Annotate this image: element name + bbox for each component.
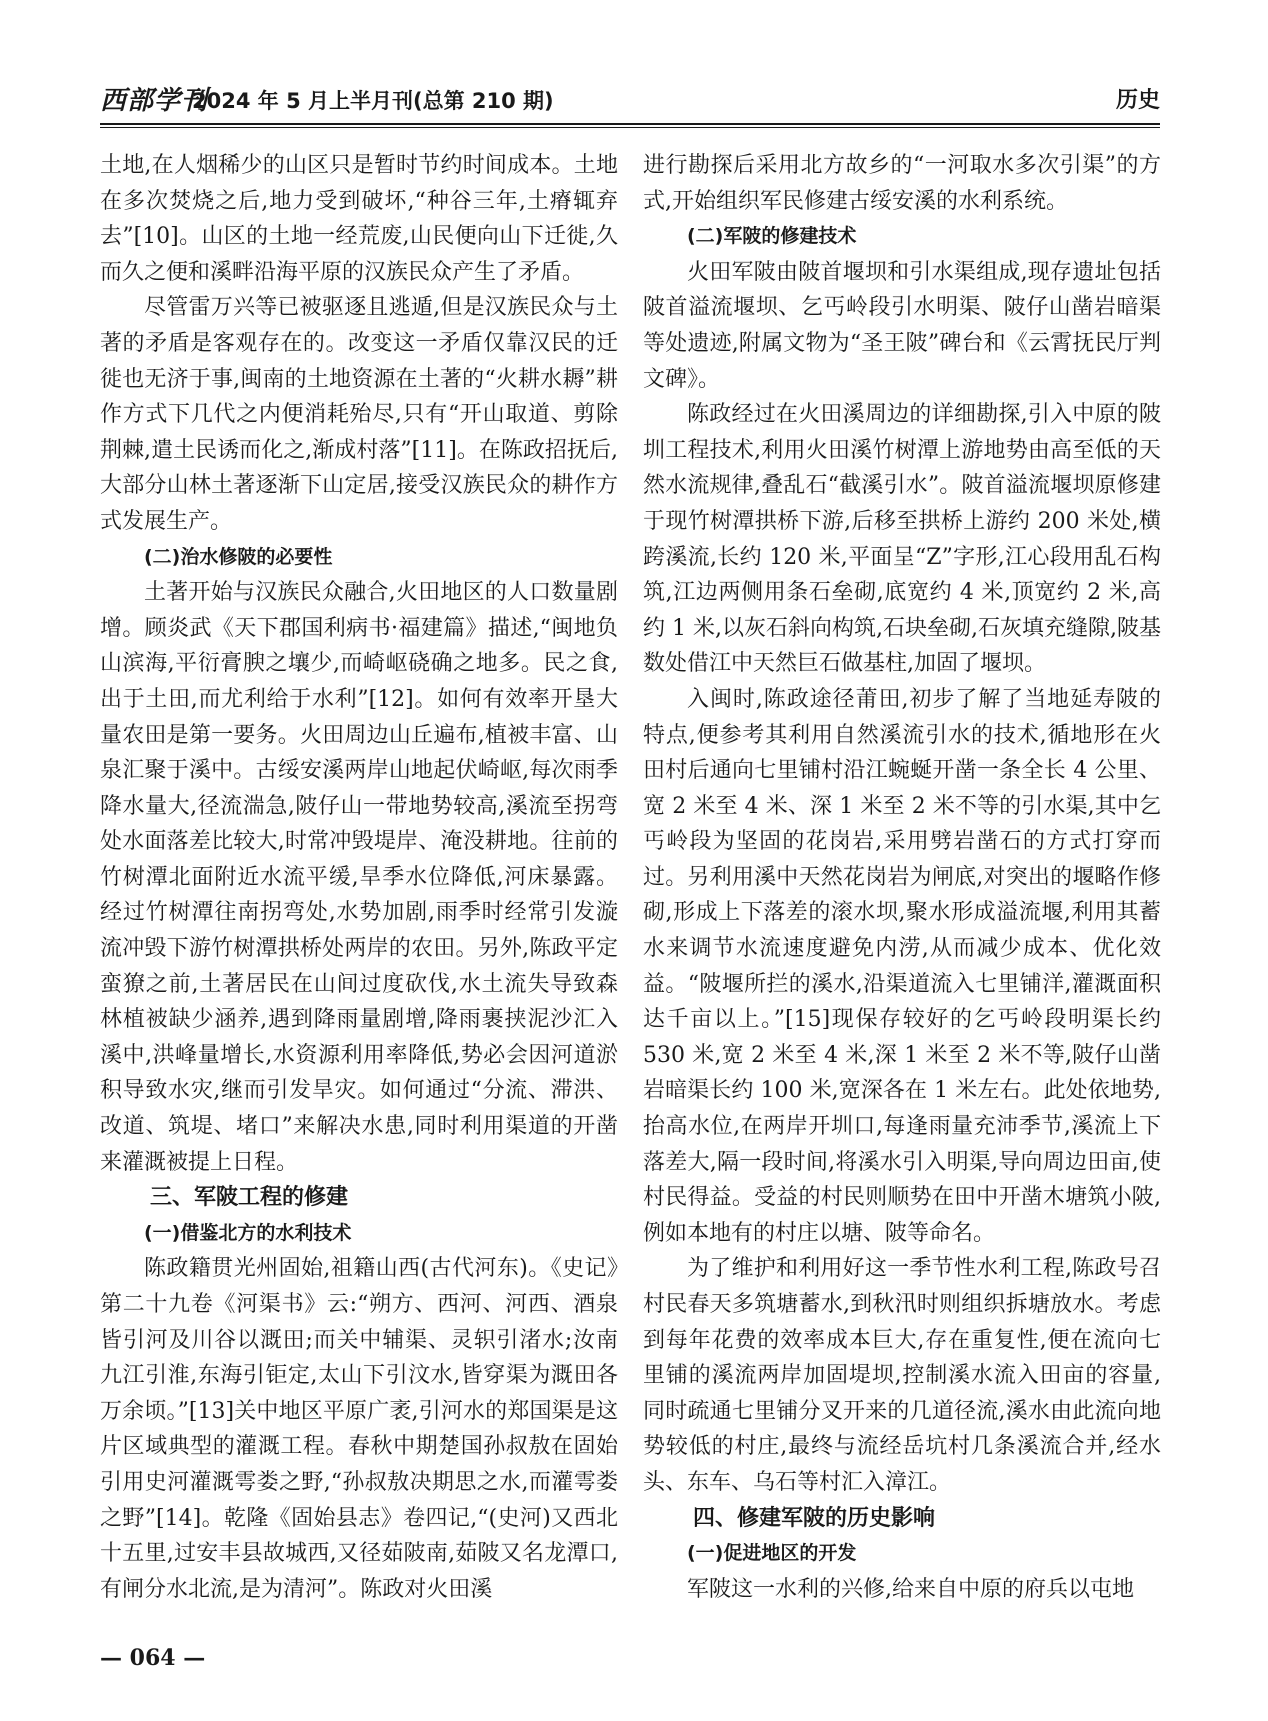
paragraph: 进行勘探后采用北方故乡的“一河取水多次引渠”的方式,开始组织军民修建古绥安溪的水利系统。 bbox=[643, 153, 1161, 214]
right-column bbox=[643, 148, 1161, 1607]
paragraph: 土著开始与汉族民众融合,火田地区的人口数量剧增。顾炎武《天下郡国利病书·福建篇》描述,“闽地负山滨海,平衍膏腴之壤少,而崎岖硗确之地多。民之食,出于土田,而尤利给于水利”[12]。如何有效率开垦大量农田是第一要务。火田周边山丘遍布,植被丰富、山泉汇聚于溪中。古绥安溪两岸山地起伏崎岖,每次雨季降水量大,径流湍急,陂仔山一带地势较高,溪流至拐弯处水面落差比较大,时常冲毁堤岸、淹没耕地。往前的竹树潭北面附近水流平缓,旱季水位降低,河床暴露。经过竹树潭往南拐弯处,水势加剧,雨季时经常引发漩流冲毁下游竹树潭拱桥处两岸的农田。另外,陈政平定蛮獠之前,土著居民在山间过度砍伐,水土流失导致森林植被缺少涵养,遇到降雨量剧增,降雨裹挟泥沙汇入溪中,洪峰量增长,水资源利用率降低,势必会因河道淤积导致水灾,继而引发旱灾。如何通过“分流、滞洪、改道、筑堤、堵口”来解决水患,同时利用渠道的开凿来灌溉被提上日程。 bbox=[100, 580, 618, 1175]
subsection-heading: (二)军陂的修建技术 bbox=[687, 225, 857, 248]
paragraph: 陈政经过在火田溪周边的详细勘探,引入中原的陂圳工程技术,利用火田溪竹树潭上游地势由高至低的天然水流规律,叠乱石“截溪引水”。陂首溢流堰坝原修建于现竹树潭拱桥下游,后移至拱桥上游约 200 米处,横跨溪流,长约 120 米,平面呈“Z”字形,江心段用乱石构筑,江边两侧用条石垒砌,底宽约 4 米,顶宽约 2 米,高约 1 米,以灰石斜向构筑,石块垒砌,石灰填充缝隙,陂基数处借江中天然巨石做基柱,加固了堰坝。 bbox=[643, 402, 1161, 677]
subsection-heading: (一)借鉴北方的水利技术 bbox=[144, 1221, 352, 1244]
paragraph: 为了维护和利用好这一季节性水利工程,陈政号召村民春天多筑塘蓄水,到秋汛时则组织拆塘放水。考虑到每年花费的效率成本巨大,存在重复性,便在流向七里铺的溪流两岸加固堤坝,控制溪水流入田亩的容量,同时疏通七里铺分叉开来的几道径流,溪水由此流向地势较低的村庄,最终与流经岳坑村几条溪流合并,经水头、东车、乌石等村汇入漳江。 bbox=[643, 1256, 1161, 1495]
journal-logo: 西部学刊 bbox=[100, 86, 209, 116]
paragraph: 火田军陂由陂首堰坝和引水渠组成,现存遗址包括陂首溢流堰坝、乞丐岭段引水明渠、陂仔山凿岩暗渠等处遗迹,附属文物为“圣王陂”碑台和《云霄抚民厅判文碑》。 bbox=[643, 259, 1161, 392]
left-column bbox=[100, 148, 618, 1607]
running-header bbox=[100, 84, 1160, 124]
page-number: — 064 — bbox=[100, 1645, 206, 1671]
issue-info: 2024 年 5 月上半月刊(总第 210 期) bbox=[192, 89, 554, 113]
subsection-heading: (一)促进地区的开发 bbox=[687, 1542, 857, 1565]
section-heading: 三、军陂工程的修建 bbox=[150, 1185, 349, 1211]
section-label: 历史 bbox=[1115, 88, 1160, 113]
paragraph: 入闽时,陈政途径莆田,初步了解了当地延寿陂的特点,便参考其利用自然溪流引水的技术,循地形在火田村后通向七里铺村沿江蜿蜒开凿一条全长 4 公里、宽 2 米至 4 米、深 1 米至 2 米不等的引水渠,其中乞丐岭段为坚固的花岗岩,采用劈岩凿石的方式打穿而过。另利用溪中天然花岗岩为闸底,对突出的堰略作修砌,形成上下落差的滚水坝,聚水形成溢流堰,利用其蓄水来调节水流速度避免内涝,从而减少成本、优化效益。“陂堰所拦的溪水,沿渠道流入七里铺洋,灌溉面积达千亩以上。”[15]现保存较好的乞丐岭段明渠长约 530 米,宽 2 米至 4 米,深 1 米至 2 米不等,陂仔山凿岩暗渠长约 100 米,宽深各在 1 米左右。此处依地势,抬高水位,在两岸开圳口,每逢雨量充沛季节,溪流上下落差大,隔一段时间,将溪水引入明渠,导向周边田亩,使村民得益。受益的村民则顺势在田中开凿木塘筑小陂,例如本地有的村庄以塘、陂等命名。 bbox=[643, 686, 1161, 1246]
header-rule bbox=[100, 123, 1160, 128]
paragraph: 陈政籍贯光州固始,祖籍山西(古代河东)。《史记》第二十九卷《河渠书》云:“朔方、西河、河西、酒泉皆引河及川谷以溉田;而关中辅渠、灵轵引渚水;汝南九江引淮,东海引钜定,太山下引汶水,皆穿渠为溉田各万余顷。”[13]关中地区平原广袤,引河水的郑国渠是这片区域典型的灌溉工程。春秋中期楚国孙叔敖在固始引用史河灌溉雩娄之野,“孙叔敖决期思之水,而灌雩娄之野”[14]。乾隆《固始县志》卷四记,“(史河)又西北十五里,过安丰县故城西,又径茹陂南,茹陂又名龙潭口,有闸分水北流,是为清河”。陈政对火田溪 bbox=[100, 1256, 618, 1602]
paragraph: 军陂这一水利的兴修,给来自中原的府兵以屯地 bbox=[687, 1576, 1134, 1602]
subsection-heading: (二)治水修陂的必要性 bbox=[144, 545, 333, 568]
paragraph: 土地,在人烟稀少的山区只是暂时节约时间成本。土地在多次焚烧之后,地力受到破坏,“种谷三年,土瘠辄弃去”[10]。山区的土地一经荒废,山民便向山下迁徙,久而久之便和溪畔沿海平原的汉族民众产生了矛盾。 bbox=[100, 153, 618, 285]
section-heading: 四、修建军陂的历史影响 bbox=[693, 1505, 936, 1531]
paragraph: 尽管雷万兴等已被驱逐且逃遁,但是汉族民众与土著的矛盾是客观存在的。改变这一矛盾仅靠汉民的迁徙也无济于事,闽南的土地资源在土著的“火耕水耨”耕作方式下几代之内便消耗殆尽,只有“开山取道、剪除荆棘,遣土民诱而化之,渐成村落”[11]。在陈政招抚后,大部分山林土著逐渐下山定居,接受汉族民众的耕作方式发展生产。 bbox=[100, 295, 618, 534]
